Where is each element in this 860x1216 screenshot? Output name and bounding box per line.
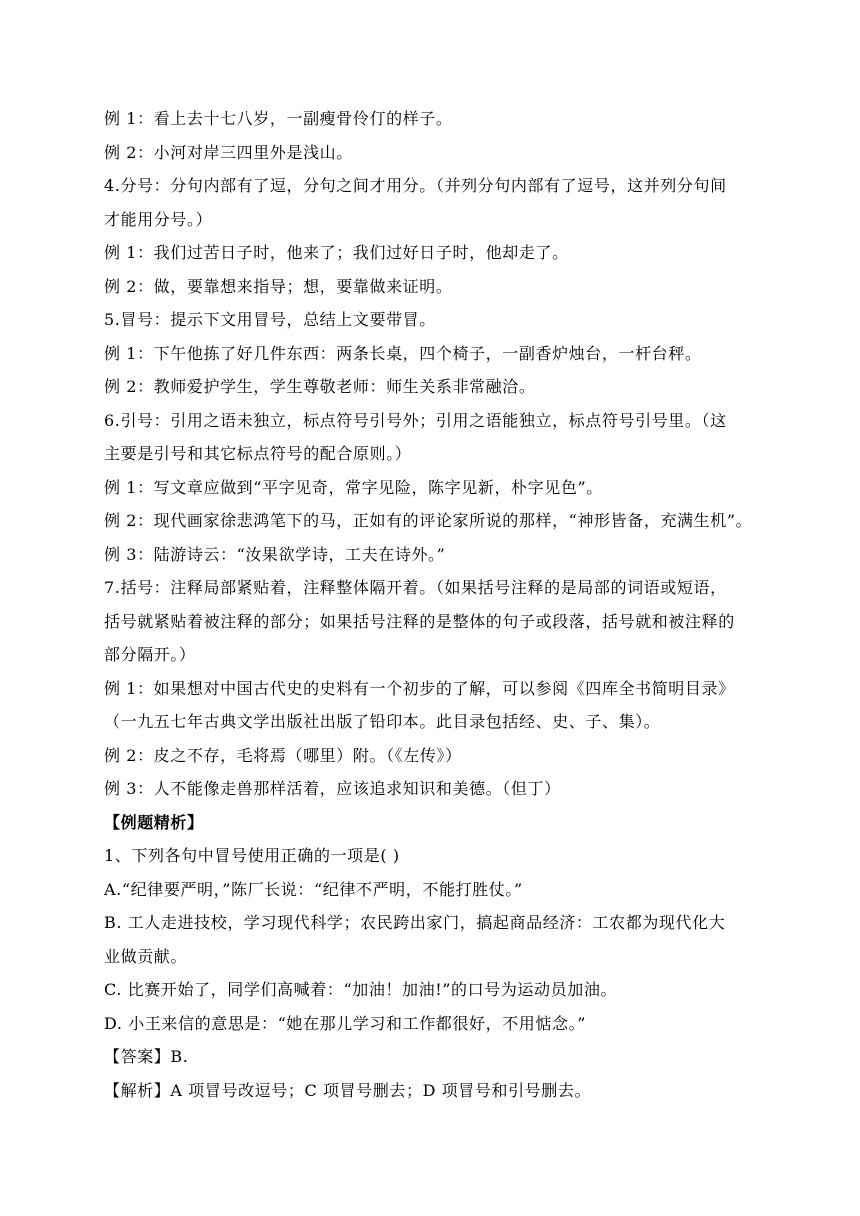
text-line: 例 3：人不能像走兽那样活着，应该追求知识和美德。（但丁） [104, 779, 561, 798]
text-line: 例 1：写文章应做到“平字见奇，常字见险，陈字见新，朴字见色”。 [104, 477, 603, 497]
analysis-line: 【解析】A 项冒号改逗号；C 项冒号删去；D 项冒号和引号删去。 [104, 1080, 592, 1100]
text-line: 例 1：如果想对中国古代史的史料有一个初步的了解，可以参阅《四库全书简明目录》 [104, 678, 735, 698]
text-line: 例 2：皮之不存，毛将焉（哪里）附。（《左传》） [104, 745, 462, 765]
text-line: 6.引号：引用之语未独立，标点符号引号外；引用之语能独立，标点符号引号里。（这 [104, 410, 727, 430]
text-line: 例 1：我们过苦日子时，他来了；我们过好日子时，他却走了。 [104, 243, 569, 262]
option-line: B. 工人走进技校，学习现代科学；农民跨出家门，搞起商品经济：工农都为现代化大 [104, 913, 726, 932]
option-line: D. 小王来信的意思是：“她在那儿学习和工作都很好，不用惦念。” [104, 1013, 586, 1033]
text-line: 才能用分号。） [104, 209, 213, 229]
text-line: 例 1：下午他拣了好几件东西：两条长桌，四个椅子，一副香炉烛台，一杆台秤。 [104, 343, 702, 363]
text-line: 5.冒号：提示下文用冒号，总结上文要带冒。 [104, 310, 436, 329]
text-line: 例 2：现代画家徐悲鸿笔下的马，正如有的评论家所说的那样，“神形皆备，充满生机”。 [104, 511, 753, 530]
option-line: 业做贡献。 [104, 946, 188, 966]
text-line: 例 2：做，要靠想来指导；想，要靠做来证明。 [104, 276, 453, 296]
answer-line: 【答案】B. [104, 1047, 189, 1066]
text-line: 主要是引号和其它标点符号的配合原则。） [104, 444, 412, 463]
text-line: 例 2：小河对岸三四里外是浅山。 [104, 142, 353, 162]
text-line: 括号就紧贴着被注释的部分；如果括号注释的是整体的句子或段落，括号就和被注释的 [104, 611, 735, 631]
section-heading: 【例题精析】 [104, 812, 204, 832]
text-line: 部分隔开。） [104, 645, 196, 664]
question-line: 1、下列各句中冒号使用正确的一项是( ) [104, 846, 400, 865]
document-page [104, 102, 764, 1107]
text-line: 4.分号：分句内部有了逗，分句之间才用分。（并列分句内部有了逗号，这并列分句间 [104, 176, 727, 195]
option-line: C. 比赛开始了，同学们高喊着：“加油！加油!”的口号为运动员加油。 [104, 980, 618, 999]
text-line: 7.括号：注释局部紧贴着，注释整体隔开着。（如果括号注释的是局部的词语或短语， [104, 578, 727, 597]
text-line: 例 2：教师爱护学生，学生尊敬老师：师生关系非常融洽。 [104, 377, 536, 396]
text-line: （一九五七年古典文学出版社出版了铅印本。此目录包括经、史、子、集）。 [104, 712, 661, 731]
text-line: 例 3：陆游诗云：“汝果欲学诗，工夫在诗外。” [104, 544, 446, 564]
text-line: 例 1：看上去十七八岁，一副瘦骨伶仃的样子。 [104, 109, 453, 128]
option-line: A.“纪律要严明，”陈厂长说：“纪律不严明，不能打胜仗。” [104, 879, 523, 899]
